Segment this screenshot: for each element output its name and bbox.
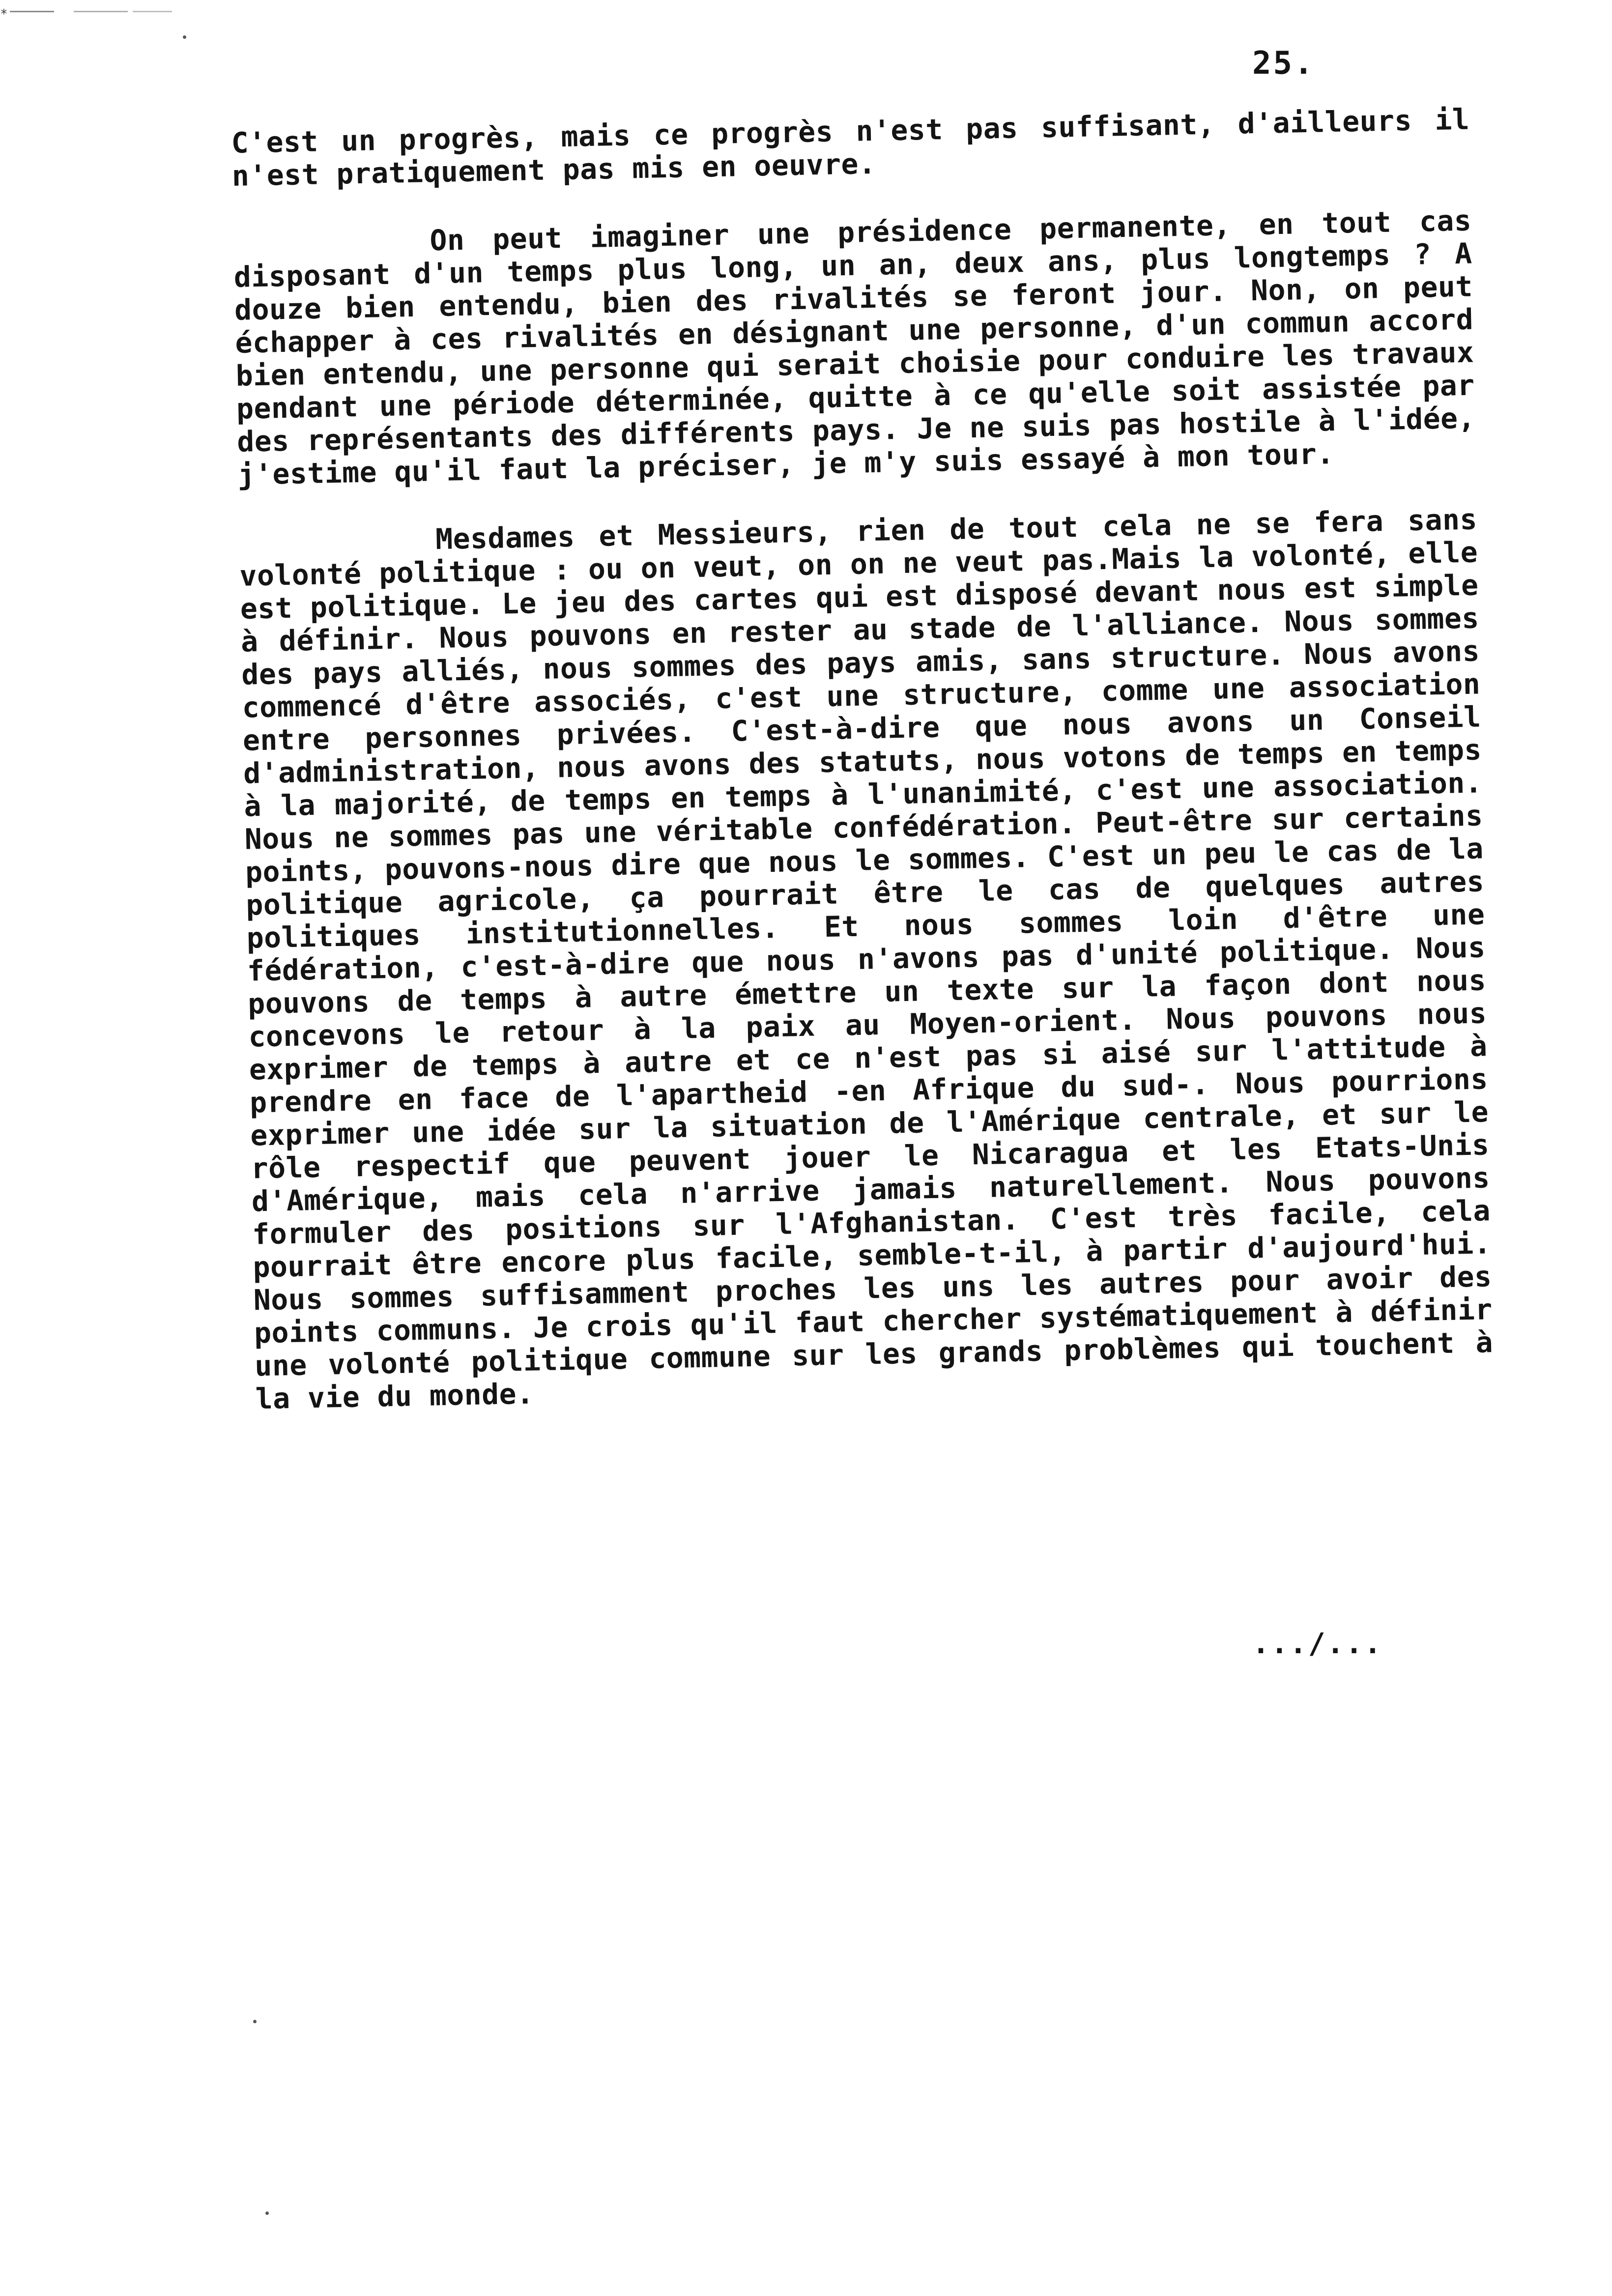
paragraph: Mesdames et Messieurs, rien de tout cela ne se fera sans volonté politique : ou on veut, on on ne veut pas.Mais la volonté, elle est politique. Le jeu des cartes qui est disposé devant nous est simple à définir. Nous pouvons en rester au stade de l'alliance. Nous sommes des pays alliés, nous sommes des pays amis, sans structure. Nous avons commencé d'être associés, c'est une structure, comme une association entre personnes privées. C'est-à-dire que nous avons un Conseil d'administration, nous avons des statuts, nous votons de temps en temps à la majorité, de temps en temps à l'unanimité, c'est une association. Nous ne sommes pas une véritable confédération. Peut-être sur certains points, pouvons-nous dire que nous le sommes. C'est un peu le cas de la politique agricole, ça pourrait être le cas de quelques autres politiques institutionnelles. Et nous sommes loin d'être une fédération, c'est-à-dire que nous n'avons pas d'unité politique. Nous pouvons de temps à autre émettre un texte sur la façon dont nous concevons le retour à la paix au Moyen-orient. Nous pouvons nous exprimer de temps à autre et ce n'est pas si aisé sur l'attitude à prendre en face de l'apartheid -en Afrique du sud-. Nous pourrions exprimer une idée sur la situation de l'Amérique centrale, et sur le rôle respectif que peuvent jouer le Nicaragua et les Etats-Unis d'Amérique, mais cela n'arrive jamais naturellement. Nous pouvons formuler des positions sur l'Afghanistan. C'est très facile, cela pourrait être encore plus facile, semble-t-il, à partir d'aujourd'hui. Nous sommes suffisamment proches les uns les autres pour avoir des points communs. Je crois qu'il faut chercher systématiquement à définir une volonté politique commune sur les grands problèmes qui touchent à la vie du monde. (239, 502, 1494, 1416)
scan-speck (265, 2211, 269, 2215)
scan-artifact-rule (10, 11, 54, 12)
scan-speck (183, 35, 186, 39)
scan-artifact-mark: * (0, 7, 8, 22)
continuation-mark: .../... (1252, 1627, 1383, 1660)
page-number: 25. (1252, 45, 1315, 82)
paragraph: On peut imaginer une présidence permanente, en tout cas disposant d'un temps plus long, un an, deux ans, plus longtemps ? A douze bien entendu, bien des rivalités se feront jour. Non, on peut échapper à ces rivalités en désignant une personne, d'un commun accord bien entendu, une personne qui serait choisie pour conduire les travaux pendant une période déterminée, quitte à ce qu'elle soit assistée par des représentants des différents pays. Je ne suis pas hostile à l'idée, j'estime qu'il faut la préciser, je m'y suis essayé à mon tour. (233, 203, 1476, 491)
scan-speck (253, 2020, 257, 2023)
scan-artifact-rule (74, 11, 128, 12)
paragraph: C'est un progrès, mais ce progrès n'est pas suffisant, d'ailleurs il n'est pratiquement pas mis en oeuvre. (230, 102, 1470, 193)
body-text (231, 103, 1494, 1416)
scan-artifact-rule (133, 11, 172, 12)
